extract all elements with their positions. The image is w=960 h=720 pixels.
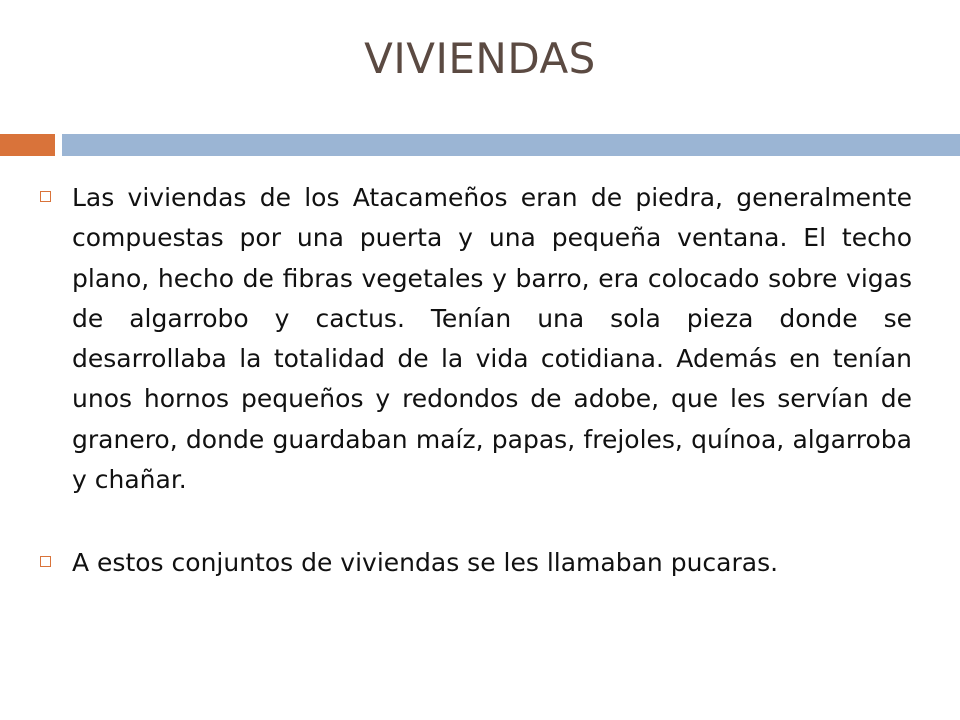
hollow-square-icon [40,556,51,567]
bullet-text: Las viviendas de los Atacameños eran de piedra, generalmente compuestas por una puerta y una pequeña ventana. El techo plano, hecho de fibras vegetales y barro, era colocado sobre vigas de algarrobo y cactus. Tenían una sola pieza donde se desarrollaba la totalidad de la vida cotidiana. Además en tenían unos hornos pequeños y redondos de adobe, que les servían de granero, donde guardaban maíz, papas, frejoles, quínoa, algarroba y chañar. [72,183,912,495]
bullet-text: A estos conjuntos de viviendas se les llamaban pucaras. [72,548,779,578]
bullet-item [40,178,912,500]
accent-bar-blue [62,134,960,156]
bullet-list [40,178,912,584]
accent-bar-orange [0,134,55,156]
bullet-item [40,543,912,583]
hollow-square-icon [40,191,51,202]
slide-title: VIVIENDAS [364,34,596,83]
